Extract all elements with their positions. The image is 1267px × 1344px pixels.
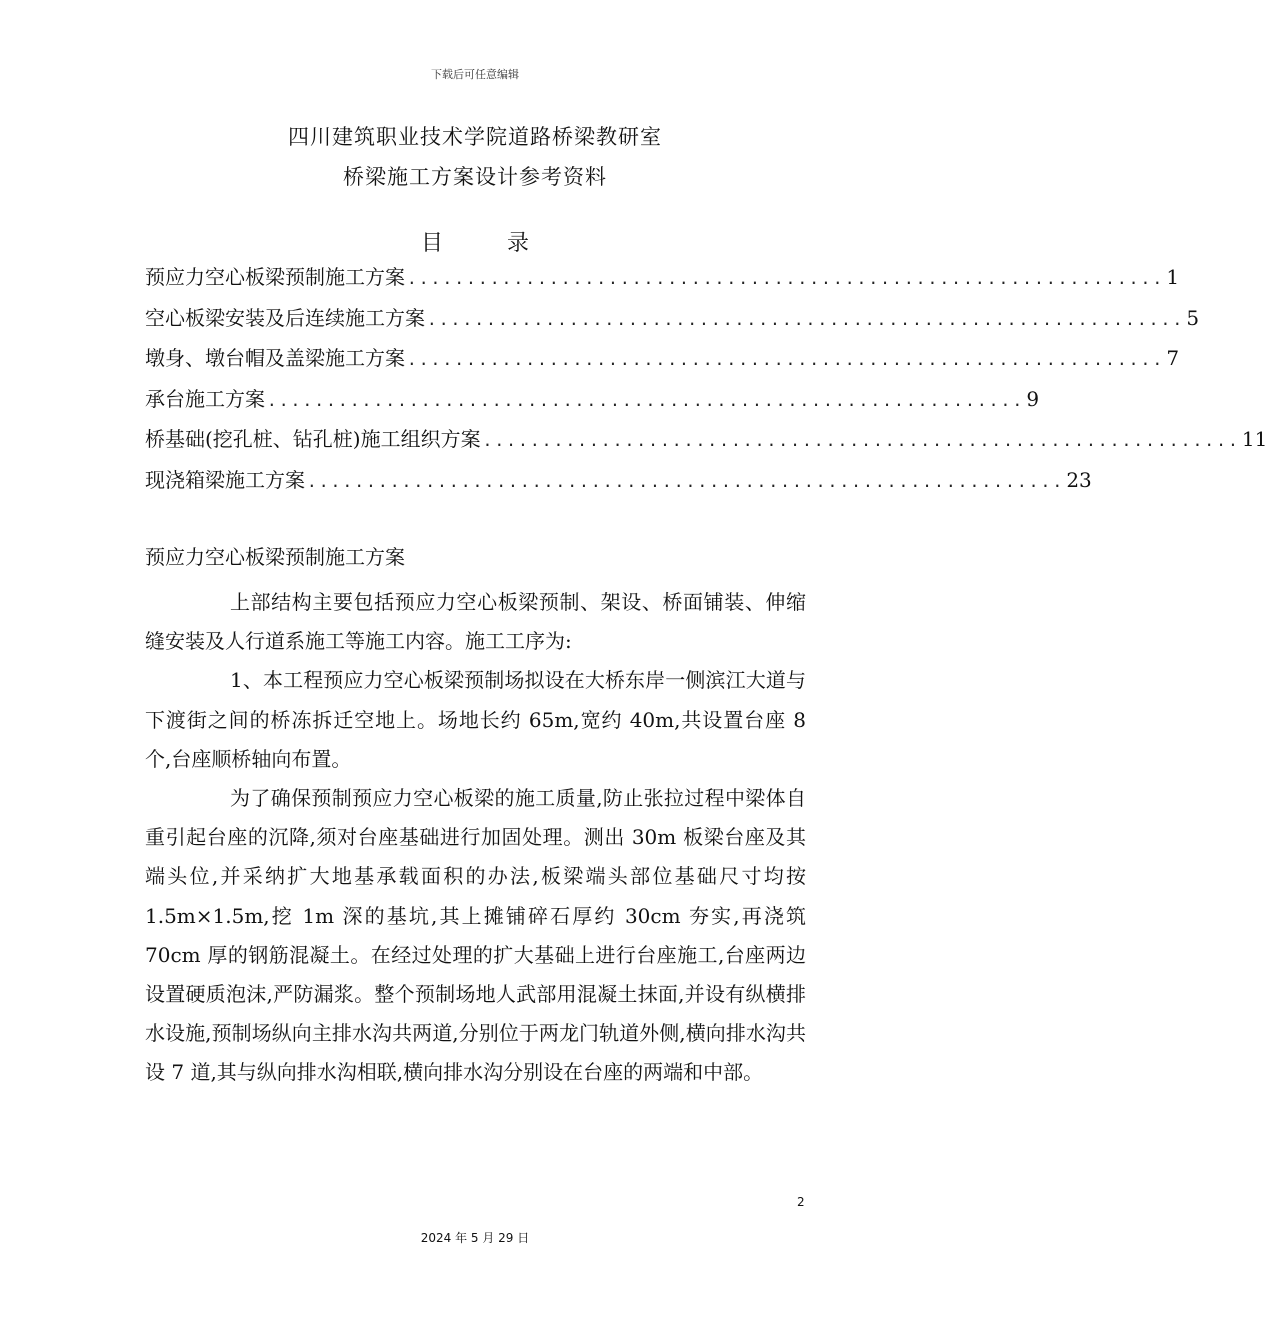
toc-leader-dots: ................................................................	[407, 350, 1165, 369]
toc-leader-dots: ................................................................	[407, 269, 1165, 288]
toc-entry-title: 现浇箱梁施工方案	[145, 467, 305, 492]
toc-entry[interactable]	[145, 424, 1267, 465]
toc-entry[interactable]	[145, 343, 1180, 384]
document-title: 四川建筑职业技术学院道路桥梁教研室	[288, 125, 662, 149]
paragraph: 上部结构主要包括预应力空心板梁预制、架设、桥面铺装、伸缩缝安装及人行道系施工等施工内容。施工工序为:	[145, 590, 806, 654]
toc-heading-right: 录	[507, 231, 530, 256]
toc-leader-dots: ................................................................	[482, 431, 1240, 450]
toc-leader-dots: ................................................................	[427, 309, 1185, 329]
toc-entry[interactable]	[145, 262, 1180, 303]
toc-entry-page: 11	[1241, 427, 1267, 451]
toc-entry-page: 5	[1186, 305, 1200, 330]
paragraph: 1、本工程预应力空心板梁预制场拟设在大桥东岸一侧滨江大道与下渡街之间的桥冻拆迁空地上。场地长约 65m,宽约 40m,共设置台座 8 个,台座顺桥轴向布置。	[145, 668, 806, 771]
section-heading: 预应力空心板梁预制施工方案	[145, 545, 405, 569]
toc-leader-dots: ................................................................	[267, 390, 1025, 410]
toc-heading-left: 目	[420, 231, 443, 256]
toc-entry-title: 空心板梁安装及后连续施工方案	[145, 305, 425, 330]
toc-entry-title: 墩身、墩台帽及盖梁施工方案	[145, 346, 405, 370]
toc-entry-page: 7	[1166, 346, 1180, 370]
footer-date: 2024 年 5 月 29 日	[420, 1231, 530, 1245]
header-note: 下载后可任意编辑	[431, 68, 519, 81]
body-text	[145, 583, 806, 1093]
toc-entry-page: 23	[1066, 467, 1092, 492]
toc-entry[interactable]	[145, 465, 1092, 506]
paragraph: 为了确保预制预应力空心板梁的施工质量,防止张拉过程中梁体自重引起台座的沉降,须对台座基础进行加固处理。测出 30m 板梁台座及其端头位,并采纳扩大地基承载面积的办法,板梁端头部位基础尺寸均按 1.5m×1.5m,挖 1m 深的基坑,其上摊铺碎石厚约 30cm 夯实,再浇筑 70cm 厚的钢筋混凝土。在经过处理的扩大基础上进行台座施工,台座两边设置硬质泡沫,严防漏浆。整个预制场地人武部用混凝土抹面,并设有纵横排水设施,预制场纵向主排水沟共两道,分别位于两龙门轨道外侧,横向排水沟共设 7 道,其与纵向排水沟相联,横向排水沟分别设在台座的两端和中部。	[145, 786, 806, 1085]
toc-entry-page: 9	[1026, 386, 1040, 411]
page-number: 2	[797, 1195, 805, 1209]
toc-entry-title: 承台施工方案	[145, 386, 265, 411]
toc-entry-title: 桥基础(挖孔桩、钻孔桩)施工组织方案	[145, 427, 481, 451]
document-subtitle: 桥梁施工方案设计参考资料	[343, 165, 607, 189]
toc-entry-page: 1	[1166, 265, 1180, 289]
toc-leader-dots: ................................................................	[307, 471, 1065, 491]
toc-entry[interactable]	[145, 384, 1040, 425]
toc-entry-title: 预应力空心板梁预制施工方案	[145, 265, 405, 289]
toc-entry[interactable]	[145, 303, 1200, 344]
toc-heading	[0, 226, 950, 257]
table-of-contents	[145, 262, 1267, 505]
